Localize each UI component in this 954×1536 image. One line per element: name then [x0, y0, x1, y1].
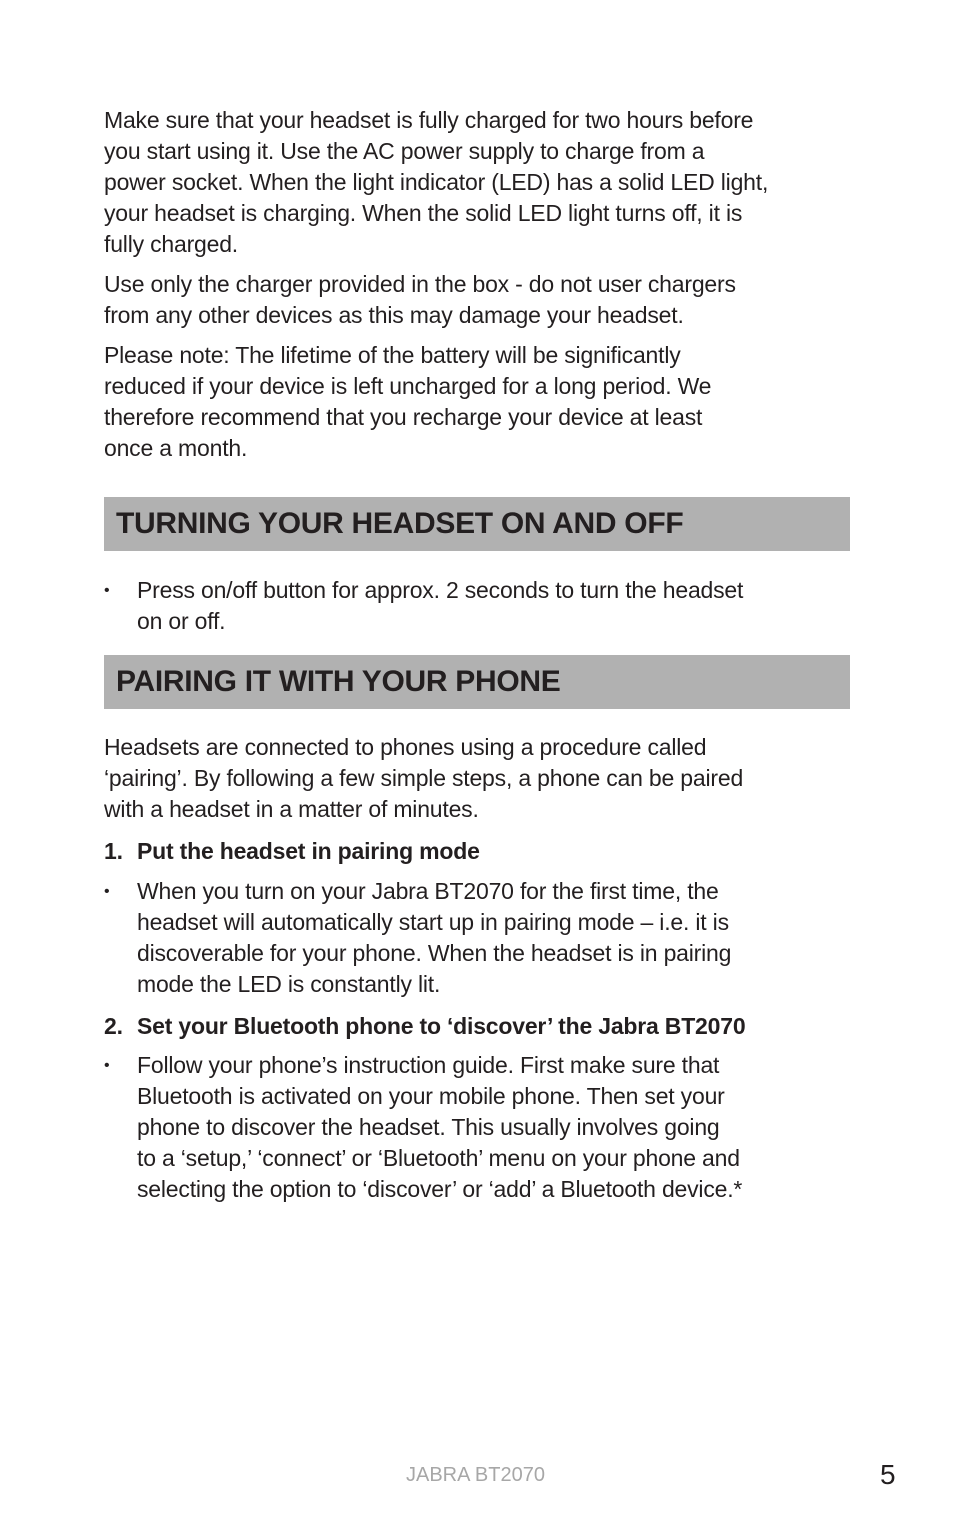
- text-line: phone to discover the headset. This usually involves going: [137, 1114, 720, 1140]
- text-line: Use only the charger provided in the box - do not user chargers: [104, 271, 736, 297]
- text-line: discoverable for your phone. When the headset is in pairing: [137, 940, 732, 966]
- paragraph-battery-note: [104, 340, 711, 464]
- section-heading-pairing: PAIRING IT WITH YOUR PHONE: [116, 665, 561, 698]
- text-line: Follow your phone’s instruction guide. First make sure that: [137, 1052, 720, 1078]
- text-line: headset will automatically start up in pairing mode – i.e. it is: [137, 909, 729, 935]
- text-line: selecting the option to ‘discover’ or ‘add’ a Bluetooth device.*: [137, 1176, 743, 1202]
- text-line: mode the LED is constantly lit.: [137, 971, 441, 997]
- section-heading-on-off: TURNING YOUR HEADSET ON AND OFF: [116, 507, 684, 540]
- text-line: therefore recommend that you recharge your device at least: [104, 404, 703, 430]
- text-line: Bluetooth is activated on your mobile phone. Then set your: [137, 1083, 725, 1109]
- text-line: When you turn on your Jabra BT2070 for the first time, the: [137, 878, 719, 904]
- step-number: 1.: [104, 838, 123, 864]
- paragraph-charger-warning: [104, 269, 736, 331]
- bullet-text: [137, 575, 743, 637]
- text-line: fully charged.: [104, 231, 238, 257]
- page-number: 5: [880, 1459, 896, 1490]
- section-heading-bar: [104, 497, 850, 551]
- text-line: ‘pairing’. By following a few simple steps, a phone can be paired: [104, 765, 744, 791]
- bullet-icon: •: [104, 883, 110, 900]
- bullet-text: [137, 876, 731, 1000]
- text-line: you start using it. Use the AC power supply to charge from a: [104, 138, 705, 164]
- bullet-icon: •: [104, 1057, 110, 1074]
- text-line: Please note: The lifetime of the battery will be significantly: [104, 342, 681, 368]
- text-line: your headset is charging. When the solid LED light turns off, it is: [104, 200, 743, 226]
- text-line: with a headset in a matter of minutes.: [104, 796, 479, 822]
- paragraph-charging: [104, 105, 768, 260]
- paragraph-pairing-intro: [104, 732, 743, 825]
- step-title: Put the headset in pairing mode: [137, 838, 480, 864]
- text-line: on or off.: [137, 608, 226, 634]
- text-line: Press on/off button for approx. 2 seconds to turn the headset: [137, 577, 744, 603]
- text-line: Headsets are connected to phones using a procedure called: [104, 734, 707, 760]
- text-line: power socket. When the light indicator (LED) has a solid LED light,: [104, 169, 769, 195]
- footer-product-name: JABRA BT2070: [406, 1464, 545, 1486]
- text-line: Make sure that your headset is fully charged for two hours before: [104, 107, 754, 133]
- text-line: to a ‘setup,’ ‘connect’ or ‘Bluetooth’ menu on your phone and: [137, 1145, 740, 1171]
- section-heading-bar: [104, 655, 850, 709]
- step-title: Set your Bluetooth phone to ‘discover’ the Jabra BT2070: [137, 1013, 746, 1039]
- text-line: from any other devices as this may damage your headset.: [104, 302, 684, 328]
- text-line: once a month.: [104, 435, 248, 461]
- text-line: reduced if your device is left uncharged for a long period. We: [104, 373, 712, 399]
- step-number: 2.: [104, 1013, 123, 1039]
- bullet-text: [137, 1050, 742, 1205]
- bullet-icon: •: [104, 582, 110, 599]
